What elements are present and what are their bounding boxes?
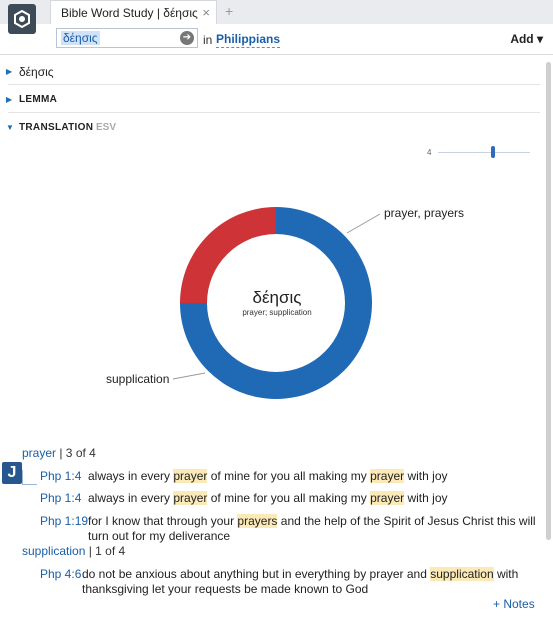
jump-badge-icon[interactable]: J [2, 462, 22, 484]
verse-text-continued: turn out for my deliverance [88, 529, 231, 543]
verse-reference[interactable]: Php 1:4 [40, 469, 82, 483]
verse-reference[interactable]: Php 4:6 [40, 567, 82, 581]
verse-text-continued: thanksgiving let your requests be made known to God [82, 582, 369, 596]
section-lemma-title: LEMMA [19, 94, 58, 105]
go-arrow-icon[interactable]: ➔ [180, 31, 194, 45]
highlight-word: supplication [430, 567, 494, 581]
section-translation-title: TRANSLATION [19, 122, 94, 133]
highlight-word: prayers [237, 514, 278, 528]
verse-reference[interactable]: Php 1:19 [40, 514, 89, 528]
tab-title: Bible Word Study | δέησις [61, 6, 198, 20]
group-count: | 3 of 4 [59, 446, 96, 460]
highlight-word: prayer [370, 469, 405, 483]
scrollbar-thumb[interactable] [546, 62, 551, 540]
verse-text: always in every prayer of mine for you all making my prayer with joy [88, 469, 448, 483]
scope-selector[interactable]: Philippians [216, 32, 281, 46]
verse-reference[interactable]: Php 1:4 [40, 491, 82, 505]
expanded-triangle-icon[interactable]: ▼ [6, 123, 14, 132]
add-tab-icon[interactable]: + [225, 3, 234, 19]
logos-logo-icon[interactable] [8, 4, 36, 34]
close-icon[interactable]: × [202, 5, 210, 20]
collapsed-triangle-icon[interactable]: ▶ [6, 95, 13, 104]
highlight-word: prayer [370, 491, 405, 505]
search-value[interactable]: δέησις [63, 31, 98, 45]
group-count: | 1 of 4 [88, 544, 126, 558]
chart-center-gloss: prayer; supplication [242, 308, 312, 317]
in-label: in [203, 33, 213, 47]
leader-line [173, 373, 205, 379]
group-word[interactable]: prayer [22, 446, 57, 460]
slider-label: 4 [427, 148, 432, 157]
translation-version[interactable]: ESV [96, 122, 117, 133]
section-word-title: δέησις [19, 65, 54, 79]
chart-label-supplication: supplication [106, 372, 170, 386]
verse-text: for I know that through your prayers and the help of the Spirit of Jesus Christ this will [88, 514, 536, 528]
leader-line [347, 214, 380, 233]
chart-center-word: δέησις [252, 288, 302, 307]
group-word[interactable]: supplication [22, 544, 86, 558]
badge-connector [22, 470, 37, 485]
add-notes-link[interactable]: + Notes [493, 597, 535, 611]
collapsed-triangle-icon[interactable]: ▶ [6, 67, 13, 76]
highlight-word: prayer [173, 491, 208, 505]
logo-glyph [13, 10, 31, 28]
result-group-prayer [22, 446, 96, 460]
verse-text: always in every prayer of mine for you all making my prayer with joy [88, 491, 448, 505]
verse-text: do not be anxious about anything but in everything by prayer and supplication with [82, 567, 519, 581]
add-button[interactable]: Add ▾ [510, 32, 543, 46]
result-group-supplication [22, 544, 125, 558]
chart-label-prayer: prayer, prayers [384, 206, 465, 220]
highlight-word: prayer [173, 469, 208, 483]
